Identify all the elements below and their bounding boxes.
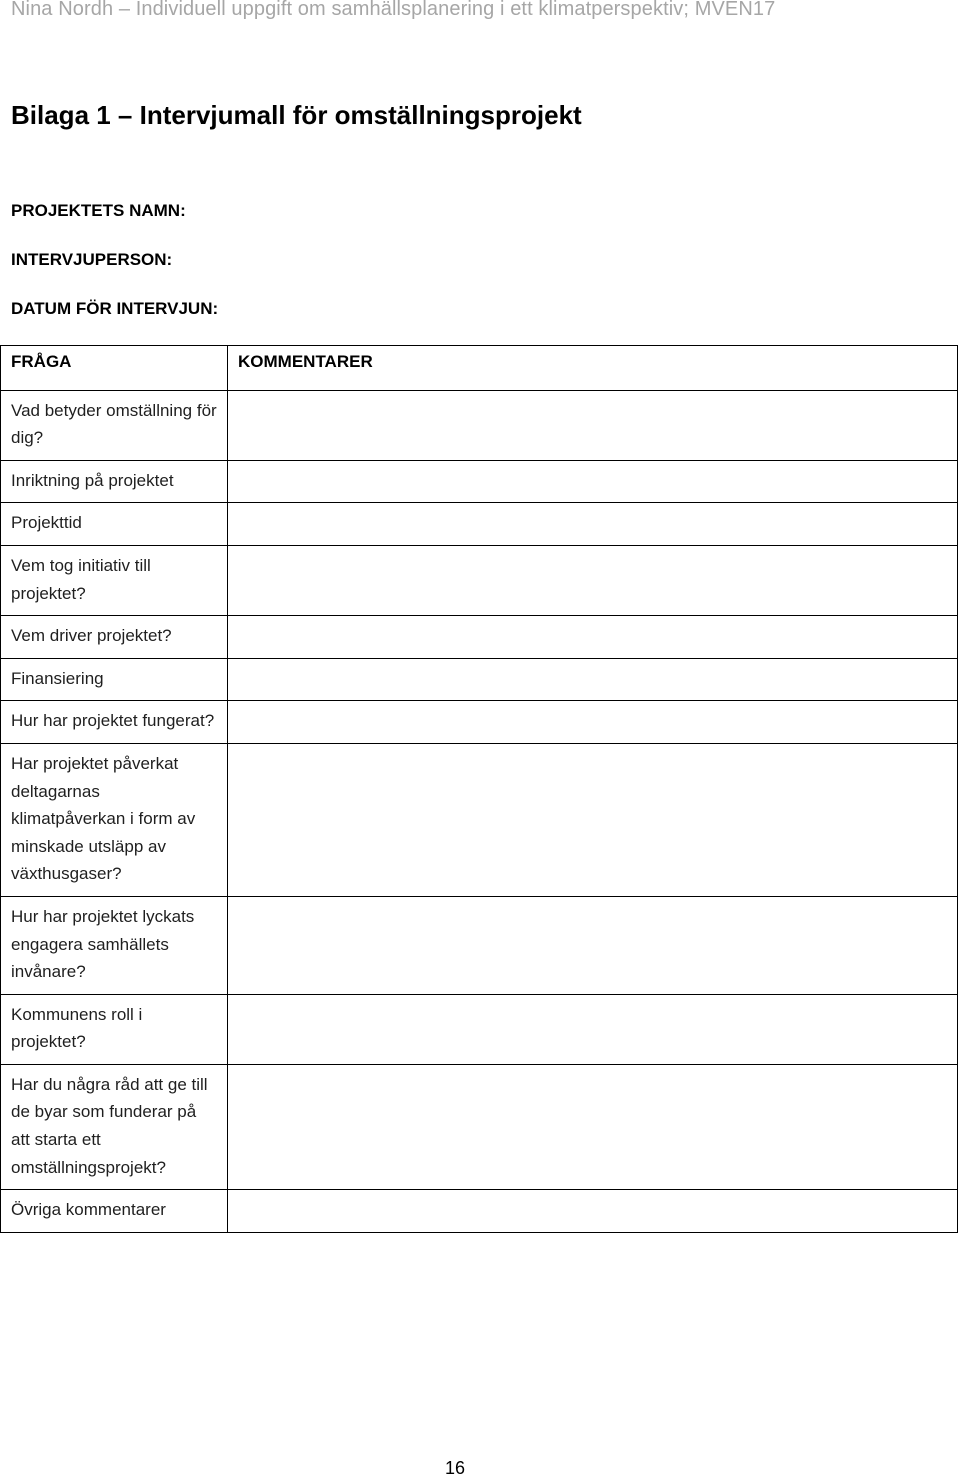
question-cell: Vem driver projektet?: [1, 616, 228, 659]
question-cell: Hur har projektet lyckats engagera samhällets invånare?: [1, 896, 228, 994]
comment-cell: [228, 1190, 958, 1233]
question-cell: Har du några råd att ge till de byar som funderar på att starta ett omställningsprojekt?: [1, 1064, 228, 1189]
question-cell: Vad betyder omställning för dig?: [1, 390, 228, 460]
question-cell: Vem tog initiativ till projektet?: [1, 545, 228, 615]
table-row: [1, 545, 958, 615]
interviewee-label: INTERVJUPERSON:: [11, 250, 173, 269]
question-cell: Har projektet påverkat deltagarnas klimatpåverkan i form av minskade utsläpp av växthusgaser?: [1, 743, 228, 896]
question-cell: Inriktning på projektet: [1, 460, 228, 503]
comment-cell: [228, 701, 958, 744]
comment-cell: [228, 503, 958, 546]
interview-table: [0, 345, 958, 1233]
question-cell: Finansiering: [1, 658, 228, 701]
question-column-header: FRÅGA: [1, 346, 228, 391]
table-row: [1, 896, 958, 994]
table-row: [1, 743, 958, 896]
table-row: [1, 658, 958, 701]
running-header: Nina Nordh – Individuell uppgift om samhällsplanering i ett klimatperspektiv; MVEN17: [11, 0, 776, 20]
question-cell: Hur har projektet fungerat?: [1, 701, 228, 744]
interview-date-label: DATUM FÖR INTERVJUN:: [11, 299, 219, 318]
table-row: [1, 994, 958, 1064]
comment-cell: [228, 743, 958, 896]
table-row: [1, 503, 958, 546]
table-row: [1, 390, 958, 460]
table-row: [1, 460, 958, 503]
comment-cell: [228, 460, 958, 503]
comment-cell: [228, 994, 958, 1064]
comments-column-header: KOMMENTARER: [228, 346, 958, 391]
comment-cell: [228, 896, 958, 994]
table-row: [1, 616, 958, 659]
comment-cell: [228, 616, 958, 659]
comment-cell: [228, 1064, 958, 1189]
table-row: [1, 1190, 958, 1233]
project-name-label: PROJEKTETS NAMN:: [11, 201, 186, 220]
question-cell: Övriga kommentarer: [1, 1190, 228, 1233]
table-row: [1, 701, 958, 744]
document-title: Bilaga 1 – Intervjumall för omställningsprojekt: [11, 100, 582, 130]
question-cell: Kommunens roll i projektet?: [1, 994, 228, 1064]
question-cell: Projekttid: [1, 503, 228, 546]
comment-cell: [228, 390, 958, 460]
table-row: [1, 1064, 958, 1189]
page-number: 16: [444, 1458, 466, 1478]
table-header-row: [1, 346, 958, 391]
comment-cell: [228, 545, 958, 615]
comment-cell: [228, 658, 958, 701]
